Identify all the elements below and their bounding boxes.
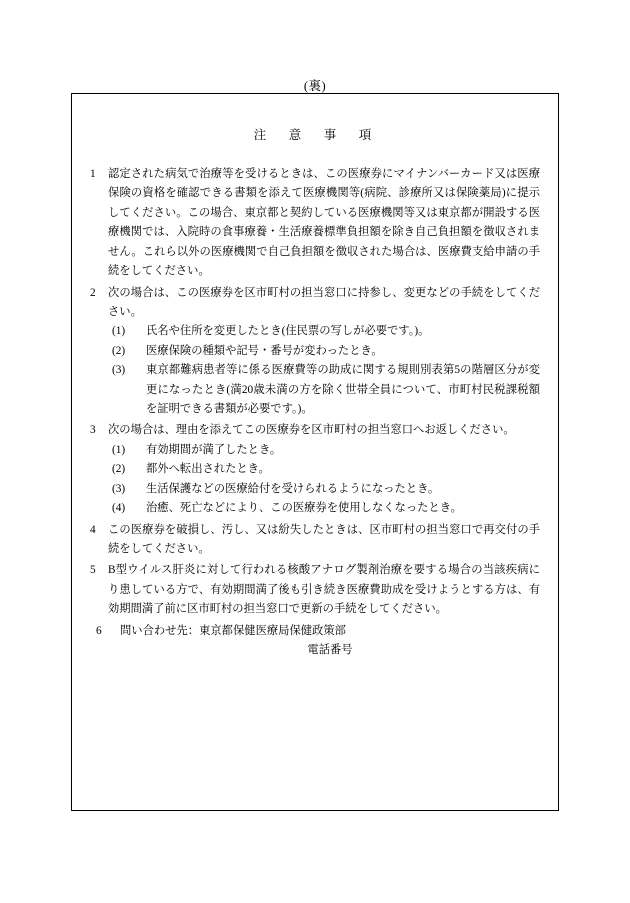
sub-item-text: 生活保護などの医療給付を受けられるようになったとき。 — [146, 482, 440, 495]
contact-number: 6 — [96, 624, 102, 637]
sub-item-text: 都外へ転出されたとき。 — [146, 463, 270, 476]
sub-item — [112, 480, 540, 499]
page-title: 注 意 事 項 — [253, 128, 377, 142]
sub-item — [112, 460, 540, 479]
item-number: 4 — [90, 523, 96, 536]
item-number: 3 — [90, 424, 96, 437]
notice-item — [90, 284, 540, 420]
notice-frame — [71, 93, 559, 811]
sub-item-number: (4) — [112, 502, 126, 515]
contact-label: 問い合わせ先：東京都保健医療局保健政策部 — [120, 624, 346, 637]
sub-item-number: (3) — [112, 364, 126, 377]
sub-item — [112, 322, 540, 341]
item-number: 1 — [90, 168, 96, 180]
contact-item — [90, 622, 540, 661]
notice-item — [90, 521, 540, 560]
item-text: 認定された病気で治療等を受けるときは、この医療券にマイナンバーカード又は医療保険の資格を確認できる書類を添えて医療機関等(病院、診療所又は保険薬局)に提示してください。この場合、東京都と契約している医療機関等又は東京都が開設する医療機関では、入院時の食事療養・生活療養標準負担額を除き自己負担額を徴収されません。これら以外の医療機関で自己負担額を徴収された場合は、医療費支給申請の手続をしてください。 — [108, 168, 540, 278]
sub-item-number: (2) — [112, 463, 126, 476]
sub-item-number: (3) — [112, 482, 126, 495]
item-number: 2 — [90, 286, 96, 299]
item-text: この医療券を破損し、汚し、又は紛失したときは、区市町村の担当窓口で再交付の手続をしてください。 — [108, 523, 540, 556]
sub-item-text: 治癒、死亡などにより、この医療券を使用しなくなったとき。 — [146, 502, 462, 515]
back-side-marker: (裏) — [303, 79, 327, 93]
notice-item — [90, 421, 540, 518]
sub-item-number: (2) — [112, 344, 126, 357]
sub-item-list — [90, 441, 540, 519]
sub-item-text: 医療保険の種類や記号・番号が変わったとき。 — [146, 344, 383, 357]
notice-item — [90, 561, 540, 619]
sub-item-text: 有効期間が満了したとき。 — [146, 443, 282, 456]
item-text: B型ウイルス肝炎に対して行われる核酸アナログ製剤治療を要する場合の当該疾病にり患している方で、有効期間満了後も引き続き医療費助成を受けようとする方は、有効期間満了前に区市町村の担当窓口で更新の手続をしてください。 — [108, 564, 540, 616]
phone-label: 電話番号 — [307, 644, 353, 657]
notice-item — [90, 165, 540, 282]
sub-item-text: 氏名や住所を変更したとき(住民票の写しが必要です。)。 — [146, 325, 430, 338]
sub-item — [112, 361, 540, 419]
sub-item — [112, 441, 540, 460]
sub-item-number: (1) — [112, 325, 126, 338]
item-text: 次の場合は、理由を添えてこの医療券を区市町村の担当窓口へお返しください。 — [108, 424, 515, 437]
sub-item — [112, 499, 540, 518]
item-text: 次の場合は、この医療券を区市町村の担当窓口に持参し、変更などの手続をしてください。 — [108, 286, 540, 318]
sub-item-text: 東京都難病患者等に係る医療費等の助成に関する規則別表第5の階層区分が変更になったとき(満20歳未満の方を除く世帯全員について、市町村民税課税額を証明できる書類が必要です。)。 — [146, 364, 540, 416]
sub-item-number: (1) — [112, 443, 126, 456]
item-number: 5 — [90, 564, 96, 577]
sub-item — [112, 342, 540, 361]
sub-item-list — [90, 322, 540, 419]
